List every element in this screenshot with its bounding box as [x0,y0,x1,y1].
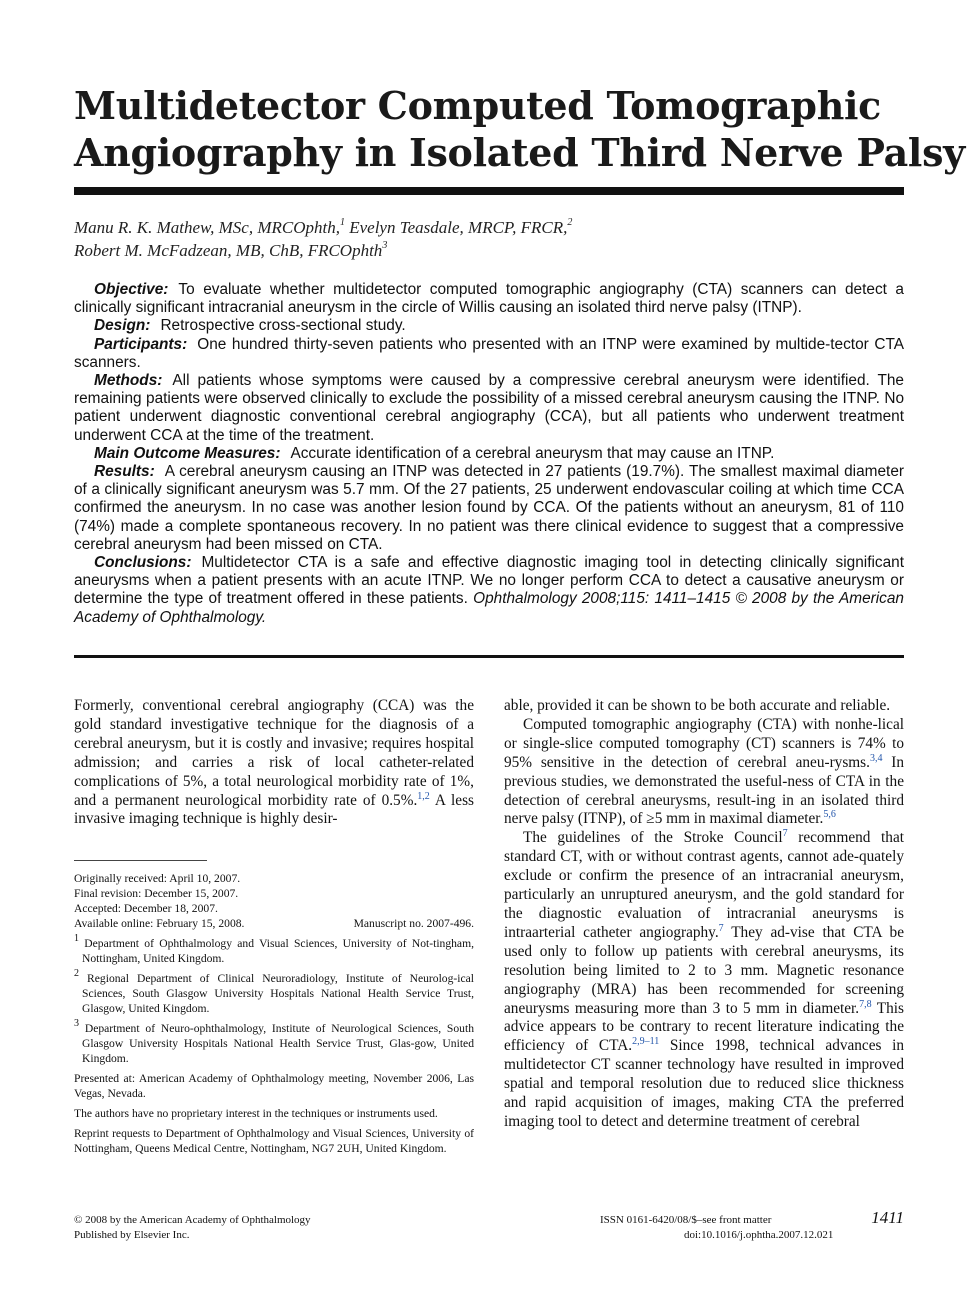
reference-link[interactable]: 1,2 [417,790,430,802]
affiliation-3 [74,1018,474,1066]
body-text: In previous studies, we demonstrated the useful-ness of CTA in the detection of cerebral aneurysms, result-ing in an isolated third nerve palsy (ITNP), of ≥5 mm in maximal diameter. [504,753,904,828]
methods-text: All patients whose symptoms were caused by a compressive cerebral aneurysm were identified. The remaining patients were observed clinically to exclude the possibility of a missed cerebral aneurysm causing the ITNP. No patient underwent diagnostic conventional cerebral angiography (CCA), but all patients who underwent treatment underwent CCA at the time of the treatment. [74,372,904,444]
affiliation-text: Department of Ophthalmology and Visual Sciences, University of Not-tingham, Nottingham, United Kingdom. [79,937,474,965]
author-3-affiliation: 3 [382,240,388,252]
received-date: Originally received: April 10, 2007. [74,872,241,885]
results-label: Results: [94,463,155,481]
reference-link[interactable]: 7,8 [859,998,872,1010]
body-text: A less invasive imaging technique is highly desir- [74,791,474,828]
author-list [74,216,904,262]
body-text: Formerly, conventional cerebral angiography (CCA) was the gold standard investigative technique for the diagnosis of a cerebral aneurysm, but it is costly and invasive; requires hospital admission; and carries a risk of local catheter-related complications of 5%, a total neurological morbidity rate of 1%, and a permanent neurological morbidity rate of 0.5%. [74,697,474,809]
author-line-1 [74,216,904,239]
objective-label: Objective: [94,281,169,298]
outcome-label: Main Outcome Measures: [94,444,281,462]
body-text: Since 1998, technical advances in multidetector CT scanner technology have resulted in improved spatial and temporal resolution due to reduced slice thickness and rapid acquisition of images, making CTA the preferred imaging tool to detect and determine treatment of cerebral [504,1037,905,1130]
revision-date: Final revision: December 15, 2007. [74,887,239,900]
conclusions-label: Conclusions: [94,554,192,572]
abstract-conclusions [74,554,904,627]
footnotes [74,871,474,1161]
reference-link[interactable]: 7 [782,828,788,840]
journal-citation: Ophthalmology 2008;115: 1411–1415 © 2008 by the American Academy of Ophthalmology. [74,590,904,626]
author-3: Robert M. McFadzean, MB, ChB, FRCOphth [74,241,383,260]
affiliation-1 [74,933,474,966]
author-line-2 [74,239,904,262]
methods-label: Methods: [94,372,163,390]
participants-text: One hundred thirty-seven patients who presented with an ITNP were examined by multide-tector CTA scanners. [74,335,904,371]
issn-line: ISSN 0161-6420/08/$–see front matter [600,1214,772,1226]
page-number: 1411 [871,1208,904,1227]
abstract-outcome [74,445,904,463]
reference-link[interactable]: 7 [718,922,724,934]
manuscript-dates [74,871,474,931]
abstract [74,281,904,627]
design-text: Retrospective cross-sectional study. [160,317,406,335]
body-text: Computed tomographic angiography (CTA) with nonhe-lical or single-slice computed tomography (CT) scanners is 74% to 95% sensitive in the detection of cerebral aneu-rysms. [504,715,904,771]
body-text: The guidelines of the Stroke Council [523,829,783,847]
design-label: Design: [94,317,151,335]
reference-link[interactable]: 5,6 [823,809,836,821]
body-paragraph-3 [504,829,904,1132]
reference-link[interactable]: 3,4 [869,752,883,764]
author-1: Manu R. K. Mathew, MSc, MRCOphth, [74,218,340,237]
publisher-line: Published by Elsevier Inc. [74,1229,190,1241]
body-paragraph-1-cont: able, provided it can be shown to be both accurate and reliable. [504,697,891,714]
body-paragraph-1 [74,697,474,829]
body-text: This advice appears to be contrary to recent literature indicating the efficiency of CTA. [504,999,904,1055]
page-footer-left [74,1213,311,1243]
affiliation-text: Regional Department of Clinical Neuroradiology, Institute of Neurolog-ical Sciences, South Glasgow University Hospitals National Health Service Trust, Glasgow, United Kingdom. [79,972,474,1015]
title-line-1: Multidetector Computed Tomographic [74,83,882,128]
author-2: Evelyn Teasdale, MRCP, FRCR, [349,218,568,237]
abstract-design [74,317,904,335]
body-column-left [74,697,474,829]
outcome-text: Accurate identification of a cerebral aneurysm that may cause an ITNP. [290,444,775,462]
body-text: recommend that standard CT, with or without contrast agents, cannot ade-quately exclude or confirm the presence of an intracranial aneurysm, particularly an unruptured aneurysm, and the gold standard for the diagnostic evaluation of intracranial aneurysms is intraarterial catheter angiography. [504,829,904,941]
affiliation-text: Department of Neuro-ophthalmology, Institute of Neurological Sciences, South Glasgow University Hospitals National Health Service Trust, Glas-gow, United Kingdom. [79,1022,474,1065]
objective-text: To evaluate whether multidetector computed tomographic angiography (CTA) scanners can detect a clinically significant intracranial aneurysm in the circle of Willis causing an isolated third nerve palsy (ITNP). [74,281,904,317]
abstract-participants [74,336,904,372]
affiliation-2 [74,968,474,1016]
reference-link[interactable]: 2,9–11 [632,1036,660,1048]
footnote-rule [74,860,207,861]
available-online: Available online: February 15, 2008. [74,917,245,930]
affiliation-marker: 1 [74,933,79,945]
title-line-2: Angiography in Isolated Third Nerve Palsy [74,130,965,175]
author-1-affiliation: 1 [339,217,345,229]
body-column-right [504,697,904,1132]
copyright-line: © 2008 by the American Academy of Ophthalmology [74,1214,311,1226]
doi-line: doi:10.1016/j.ophtha.2007.12.021 [684,1229,834,1241]
results-text: A cerebral aneurysm causing an ITNP was detected in 27 patients (19.7%). The smallest maximal diameter of a clinically significant aneurysm was 5.7 mm. Of the 27 patients, 25 underwent endovascular coiling at which time CCA confirmed the aneurysm. In no case was another lesion found by CCA. Of the patients without an aneurysm, 81 of 110 (74%) made a complete spontaneous recovery. In no patient was there clinical evidence to suggest that a compressive cerebral aneurysm had been missed on CTA. [74,463,904,553]
body-text: They ad-vise that CTA be used only to follow up patients with cerebral aneurysms, its resolution being limited to 2 to 3 mm. Magnetic resonance angiography (MRA) has been recommended for screening aneurysms measuring more than 3 to 5 mm in diameter. [504,923,904,1017]
body-paragraph-2 [504,716,904,829]
reprint-note: Reprint requests to Department of Ophthalmology and Visual Sciences, University of Nottingham, Queens Medical Centre, Nottingham, NG7 2UH, United Kingdom. [74,1127,474,1155]
affiliation-marker: 2 [74,968,79,980]
abstract-rule [74,655,904,658]
online-date [74,916,474,931]
presented-note: Presented at: American Academy of Ophthalmology meeting, November 2006, Las Vegas, Nevada. [74,1072,474,1100]
participants-label: Participants: [94,335,188,353]
page-footer-right [600,1208,904,1243]
abstract-objective [74,281,904,317]
interest-note: The authors have no proprietary interest in the techniques or instruments used. [74,1107,438,1120]
author-2-affiliation: 2 [567,217,573,229]
abstract-methods [74,372,904,445]
affiliation-marker: 3 [74,1018,79,1030]
title-rule [74,187,904,195]
manuscript-number: Manuscript no. 2007-496. [353,917,474,930]
article-title [74,82,965,176]
conclusions-text: Multidetector CTA is a safe and effective diagnostic imaging tool in detecting clinically significant aneurysms when a patient presents with an acute ITNP. We no longer perform CCA to detect a causative aneurysm or determine the type of treatment offered in these patients. [74,554,904,608]
accepted-date: Accepted: December 18, 2007. [74,902,218,915]
abstract-results [74,463,904,554]
